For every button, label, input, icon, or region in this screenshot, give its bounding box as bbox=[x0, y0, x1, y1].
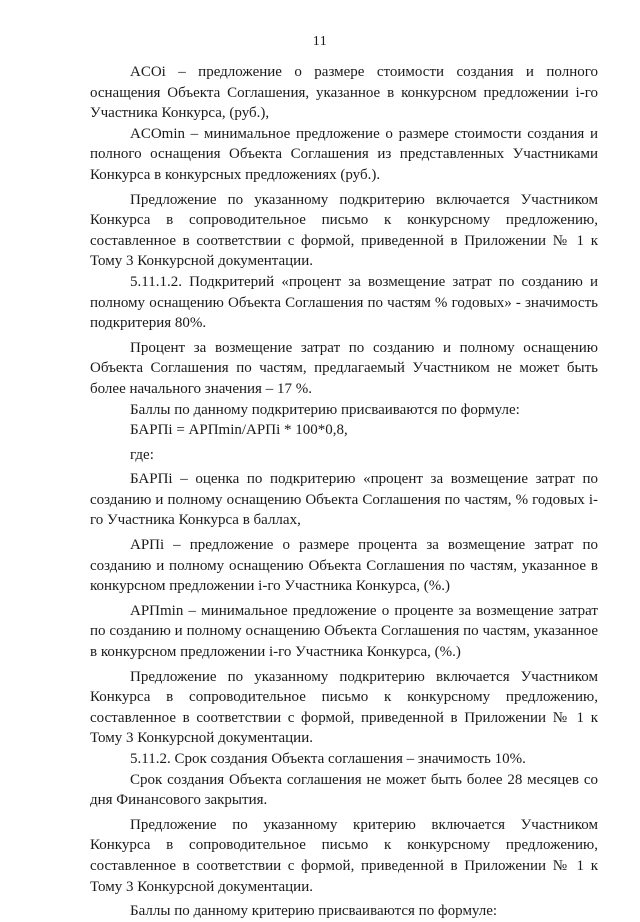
page-number: 11 bbox=[312, 34, 328, 49]
paragraph-aco-i-definition: ACOi – предложение о размере стоимости создания и полного оснащения Объекта Соглашения, указанное в конкурсном предложении i-го Участника Конкурса, (руб.), bbox=[90, 64, 598, 122]
paragraph-subcriterion-5-11-1-2: 5.11.1.2. Подкритерий «процент за возмещение затрат по созданию и полному оснащению Объекта Соглашения по частям % годовых» - значимость подкритерия 80%. bbox=[90, 273, 598, 332]
paragraph-criterion-5-11-2: 5.11.2. Срок создания Объекта соглашения – значимость 10%. bbox=[130, 751, 526, 767]
paragraph-barp-i-definition: БАРПi – оценка по подкритерию «процент за возмещение затрат по созданию и полному оснащению Объекта Соглашения по частям, % годовых i-го Участника Конкурса в баллах, bbox=[90, 471, 598, 529]
paragraph-offer-inclusion-2: Предложение по указанному подкритерию включается Участником Конкурса в сопроводительное письмо к конкурсному предложению, составленное в соответствии с формой, приведенной в Приложении № 1 к Тому 3 Конкурсной документации. bbox=[90, 668, 598, 747]
paragraph-scoring-intro-2: Баллы по данному критерию присваиваются по формуле: bbox=[130, 903, 498, 920]
paragraph-where: где: bbox=[130, 446, 154, 463]
paragraph-arp-min-definition: АРПmin – минимальное предложение о проценте за возмещение затрат по созданию и полному оснащению Объекта Соглашения по частям, указанное в конкурсном предложении i-го Участника Конкурса, (%.) bbox=[90, 602, 598, 661]
paragraph-scoring-intro-1: Баллы по данному подкритерию присваиваются по формуле: bbox=[130, 401, 520, 418]
paragraph-offer-inclusion-3: Предложение по указанному критерию включается Участником Конкурса в сопроводительное письмо к конкурсному предложению, составленное в соответствии с формой, приведенной в Приложении № 1 к Тому 3 Конкурсной документации. bbox=[90, 816, 598, 895]
paragraph-aco-min-definition: ACOmin – минимальное предложение о размере стоимости создания и полного оснащения Объекта Соглашения из представленных Участниками Конкурса в конкурсных предложениях (руб.). bbox=[90, 125, 598, 183]
document-body bbox=[90, 62, 598, 922]
paragraph-arp-i-definition: АРПi – предложение о размере процента за возмещение затрат по созданию и полному оснащению Объекта Соглашения по частям, указанное в конкурсном предложении i-го Участника Конкурса, (%.) bbox=[90, 537, 598, 595]
paragraph-term-limit: Срок создания Объекта соглашения не может быть более 28 месяцев со дня Финансового закрытия. bbox=[90, 771, 598, 809]
paragraph-percent-limit: Процент за возмещение затрат по созданию и полному оснащению Объекта Соглашения по частям, предлагаемый Участником не может быть более начального значения – 17 %. bbox=[90, 339, 598, 397]
paragraph-offer-inclusion-1: Предложение по указанному подкритерию включается Участником Конкурса в сопроводительное письмо к конкурсному предложению, составленное в соответствии с формой, приведенной в Приложении № 1 к Тому 3 Конкурсной документации. bbox=[90, 191, 598, 270]
formula-barp: БАРПi = АРПmin/АРПi * 100*0,8, bbox=[130, 422, 348, 439]
